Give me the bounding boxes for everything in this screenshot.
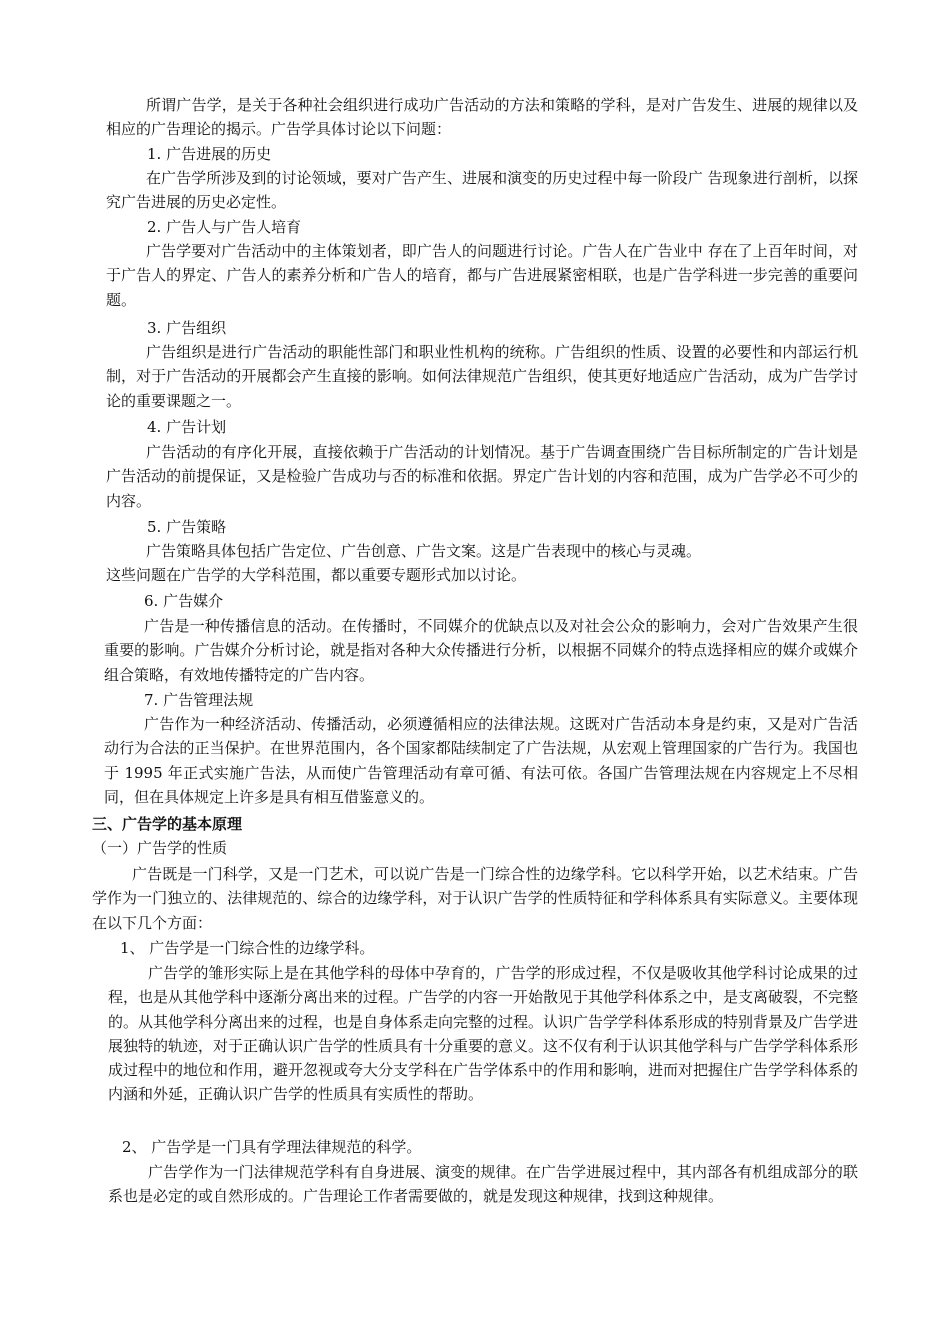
item-5-heading: 5. 广告策略: [147, 518, 227, 536]
item-5-body: 广告策略具体包括广告定位、广告创意、广告文案。这是广告表现中的核心与灵魂。: [146, 542, 702, 560]
subsection-1-title: （一）广告学的性质: [92, 839, 228, 857]
item-2-heading: 2. 广告人与广告人培育: [147, 218, 302, 236]
item-6-heading: 6. 广告媒介: [144, 592, 224, 610]
item-3-heading: 3. 广告组织: [147, 319, 227, 337]
point-1-body: 广告学的雏形实际上是在其他学科的母体中孕育的，广告学的形成过程，不仅是吸收其他学科讨论成果的过程，也是从其他学科中逐渐分离出来的过程。广告学的内容一开始散见于其他学科体系之中，是支离破裂，不完整的。从其他学科分离出来的过程，也是自身体系走向完整的过程。认识广告学学科体系形成的特别背景及广告学进展独特的轨迹，对于正确认识广告学的性质具有十分重要的意义。这不仅有利于认识其他学科与广告学学科体系形成过程中的地位和作用，避开忽视或夸大分支学科在广告学体系中的作用和影响，进而对把握住广告学学科体系的内涵和外延，正确认识广告学的性质具有实质性的帮助。: [108, 964, 859, 1104]
subsection-1-intro: 广告既是一门科学，又是一门艺术，可以说广告是一门综合性的边缘学科。它以科学开始，以艺术结束。广告学作为一门独立的、法律规范的、综合的边缘学科，对于认识广告学的性质特征和学科体系具有实际意义。主要体现在以下几个方面：: [92, 865, 858, 932]
item-4-body: 广告活动的有序化开展，直接依赖于广告活动的计划情况。基于广告调查围绕广告目标所制定的广告计划是广告活动的前提保证，又是检验广告成功与否的标准和依据。界定广告计划的内容和范围，成为广告学必不可少的内容。: [106, 443, 858, 510]
item-3-body: 广告组织是进行广告活动的职能性部门和职业性机构的统称。广告组织的性质、设置的必要性和内部运行机制，对于广告活动的开展都会产生直接的影响。如何法律规范广告组织，使其更好地适应广告活动，成为广告学讨论的重要课题之一。: [106, 343, 858, 410]
point-1-heading: 1、 广告学是一门综合性的边缘学科。: [120, 939, 375, 957]
item-1-heading: 1. 广告进展的历史: [147, 145, 272, 163]
item-7-heading: 7. 广告管理法规: [144, 691, 254, 709]
item-2-body: 广告学要对广告活动中的主体策划者，即广告人的问题进行讨论。广告人在广告业中 存在了上百年时间，对于广告人的界定、广告人的素养分析和广告人的培育，都与广告进展紧密相联，也是广告学科进一步完善的重要问题。: [106, 242, 858, 309]
item-1-body: 在广告学所涉及到的讨论领域，要对广告产生、进展和演变的历史过程中每一阶段广 告现象进行剖析，以探究广告进展的历史必定性。: [106, 169, 858, 212]
point-2-body: 广告学作为一门法律规范学科有自身进展、演变的规律。在广告学进展过程中，其内部各有机组成部分的联系也是必定的或自然形成的。广告理论工作者需要做的，就是发现这种规律，找到这种规律。: [108, 1163, 858, 1206]
intro-paragraph: 所谓广告学，是关于各种社会组织进行成功广告活动的方法和策略的学科，是对广告发生、进展的规律以及相应的广告理论的揭示。广告学具体讨论以下问题：: [106, 96, 858, 139]
item-7-body: 广告作为一种经济活动、传播活动，必须遵循相应的法律法规。这既对广告活动本身是约束，又是对广告活动行为合法的正当保护。在世界范围内，各个国家都陆续制定了广告法规，从宏观上管理国家的广告行为。我国也于 1995 年正式实施广告法，从而使广告管理活动有章可循、有法可依。各国广告管理法规在内容规定上不尽相同，但在具体规定上许多是具有相互借鉴意义的。: [104, 715, 858, 806]
section-3-title: 三、广告学的基本原理: [92, 815, 243, 833]
point-2-heading: 2、 广告学是一门具有学理法律规范的科学。: [122, 1138, 422, 1156]
interlude-paragraph: 这些问题在广告学的大学科范围，都以重要专题形式加以讨论。: [106, 566, 527, 584]
item-4-heading: 4. 广告计划: [147, 418, 227, 436]
item-6-body: 广告是一种传播信息的活动。在传播时，不同媒介的优缺点以及对社会公众的影响力，会对广告效果产生很重要的影响。广告媒介分析讨论，就是指对各种大众传播进行分析，以根据不同媒介的特点选择相应的媒介或媒介组合策略，有效地传播特定的广告内容。: [104, 617, 858, 684]
